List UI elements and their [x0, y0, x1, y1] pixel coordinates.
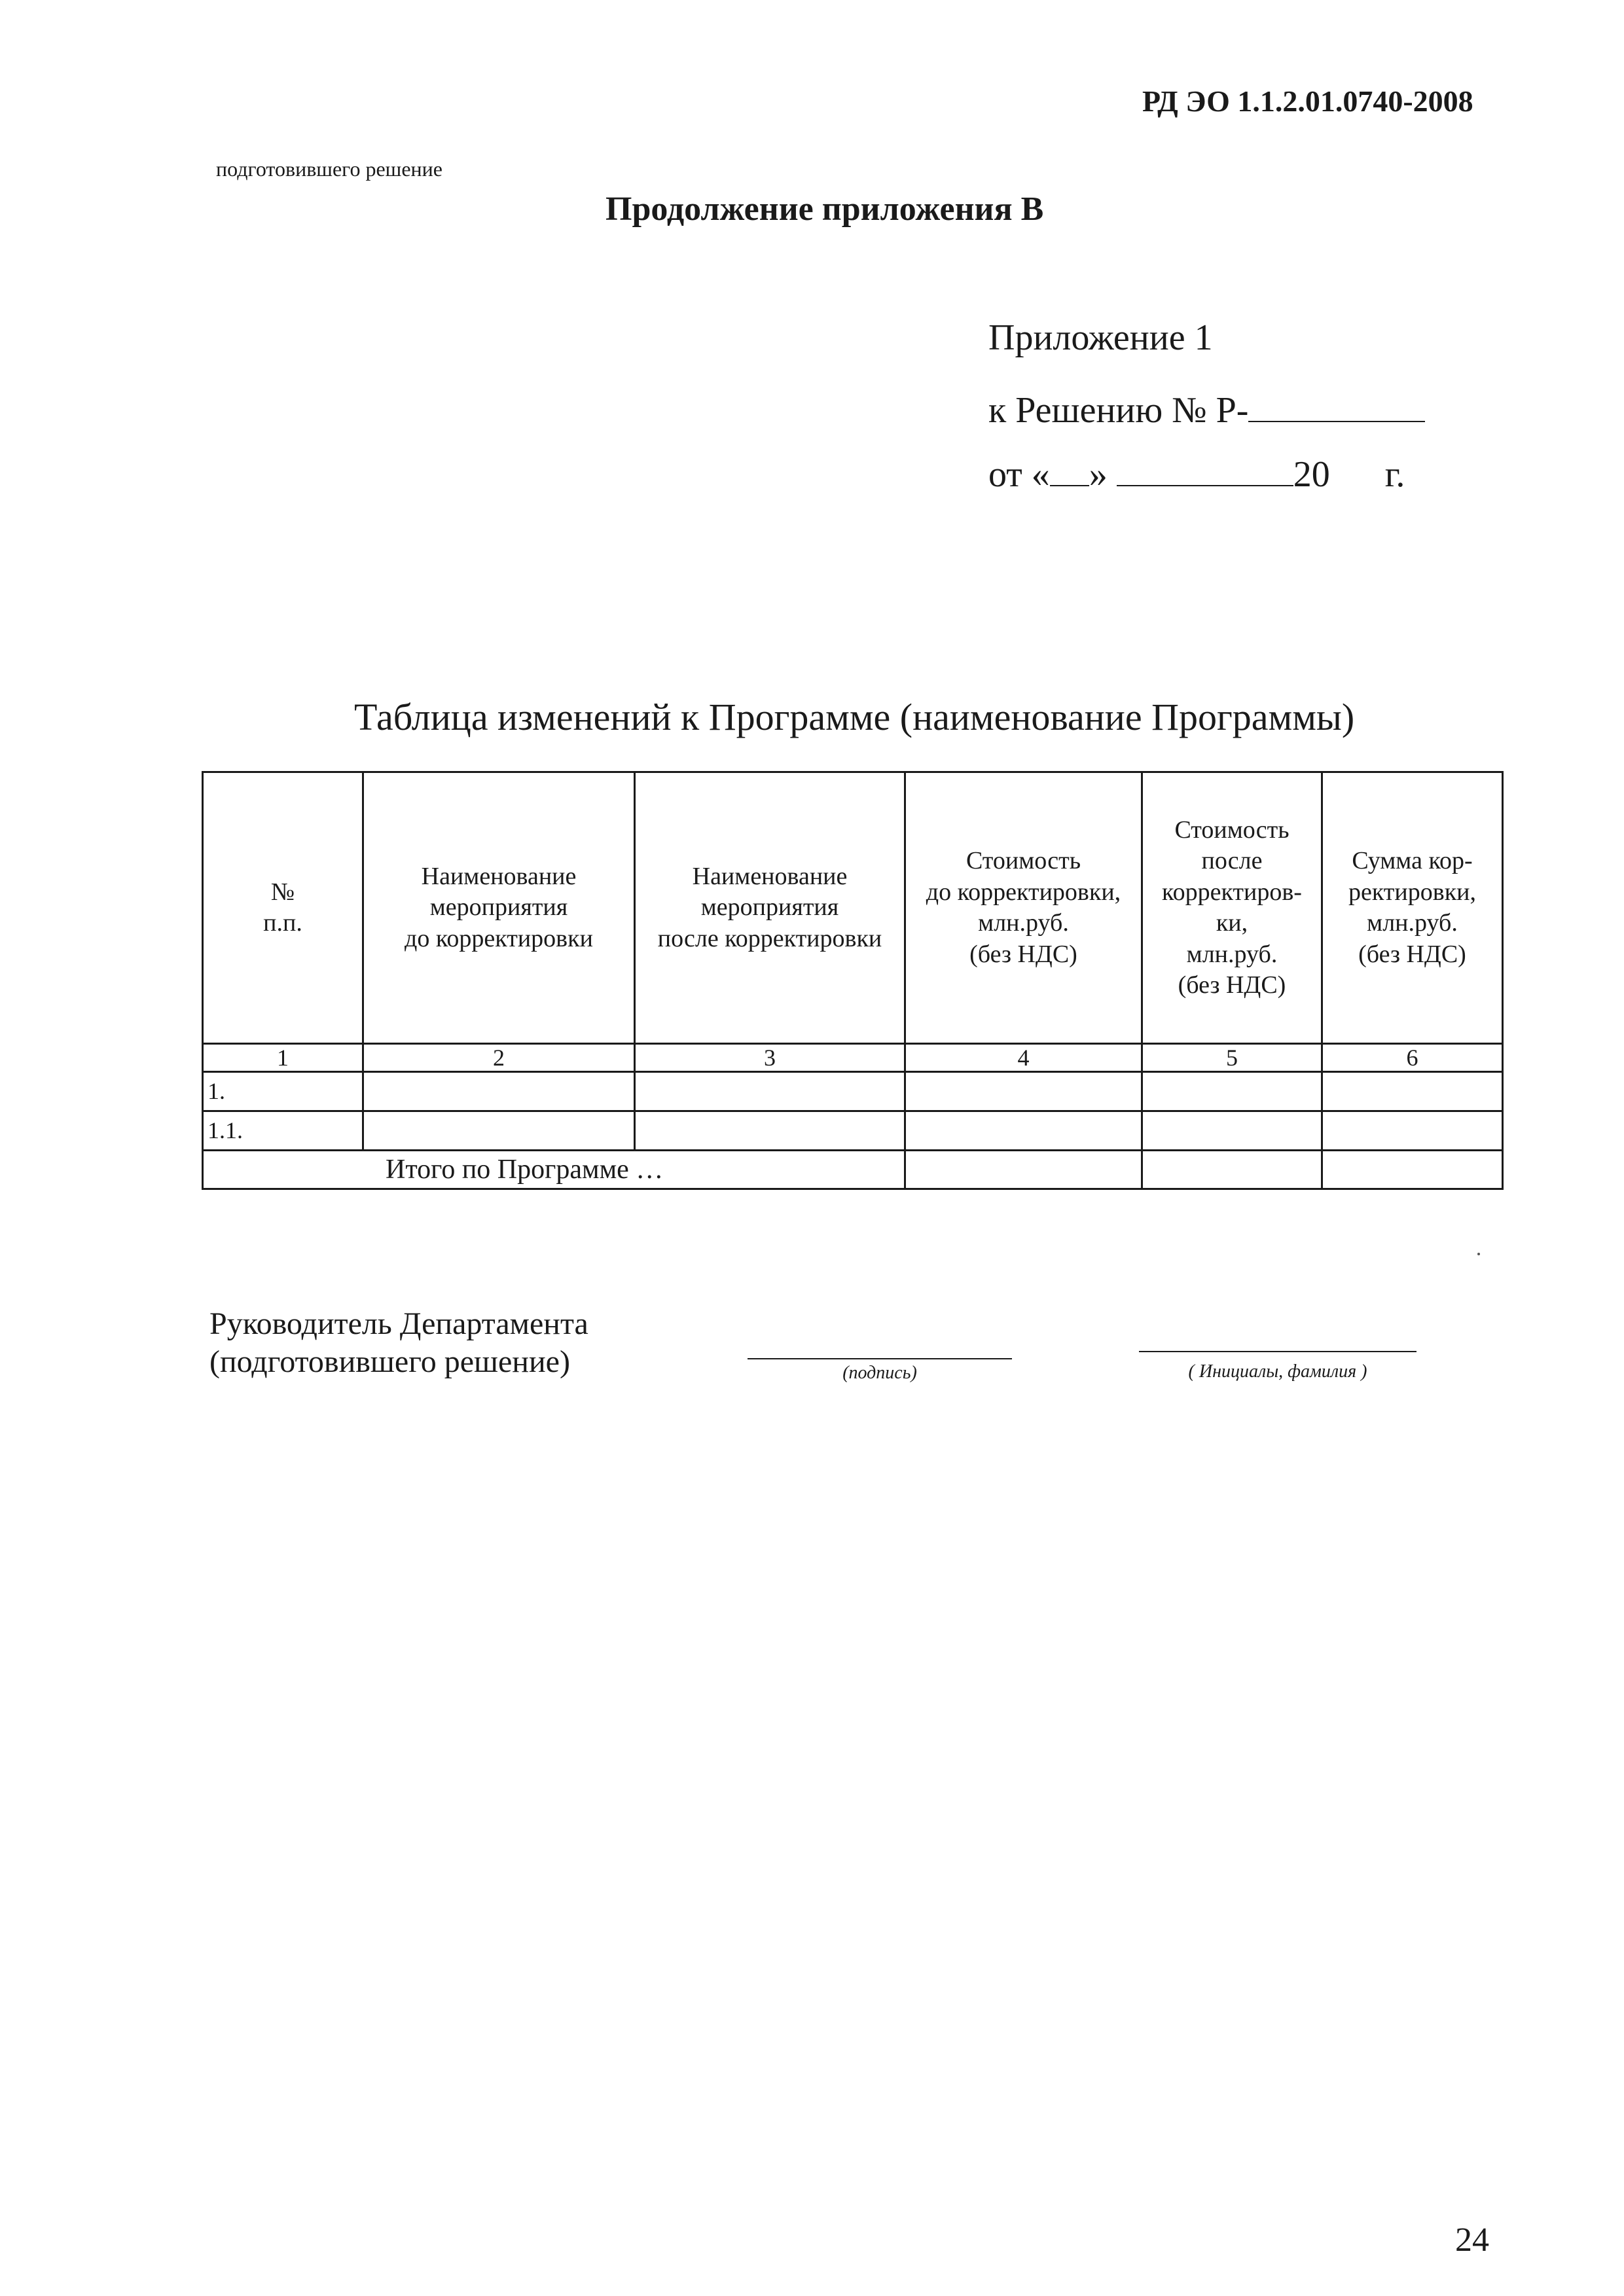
table-title: Таблица изменений к Программе (наименование Программы) [354, 696, 1355, 738]
date-mid: » [1089, 454, 1108, 495]
date-prefix: от « [988, 454, 1050, 495]
stray-fragment-text: подготовившего решение [216, 157, 442, 181]
cell-empty [363, 1111, 635, 1151]
cell-empty [1142, 1111, 1322, 1151]
col-number-4: 4 [905, 1044, 1142, 1072]
cell-empty [905, 1072, 1142, 1111]
col-header-cost-after: Стоимость после корректиров- ки, млн.руб. (без НДС) [1142, 772, 1322, 1044]
table-header-row [203, 772, 1503, 1044]
cell-empty [905, 1111, 1142, 1151]
document-code: РД ЭО 1.1.2.01.0740-2008 [1142, 84, 1473, 118]
col-header-name-after: Наименование мероприятия после корректировки [635, 772, 905, 1044]
col-number-1: 1 [203, 1044, 363, 1072]
table-row [203, 1072, 1503, 1111]
col-header-cost-before: Стоимость до корректировки, млн.руб. (без НДС) [905, 772, 1142, 1044]
changes-table [202, 771, 1504, 1190]
total-label: Итого по Программе … [203, 1151, 905, 1189]
col-number-3: 3 [635, 1044, 905, 1072]
continuation-title: Продолжение приложения В [605, 190, 1044, 228]
total-row [203, 1151, 1503, 1189]
signatory-department: (подготовившего решение) [209, 1344, 570, 1379]
col-number-2: 2 [363, 1044, 635, 1072]
year-prefix: 20 [1293, 454, 1330, 495]
appendix-label: Приложение 1 [988, 317, 1213, 358]
col-header-name-before: Наименование мероприятия до корректировки [363, 772, 635, 1044]
col-header-number: № п.п. [203, 772, 363, 1044]
signature-line [748, 1358, 1012, 1359]
cell-empty [635, 1072, 905, 1111]
cell-empty [635, 1111, 905, 1151]
cell-empty [905, 1151, 1142, 1189]
cell-empty [1322, 1111, 1503, 1151]
cell-empty [1142, 1072, 1322, 1111]
year-suffix: г. [1384, 454, 1405, 495]
row-number: 1.1. [203, 1111, 363, 1151]
signatory-label [209, 1305, 588, 1381]
cell-empty [1322, 1151, 1503, 1189]
row-number: 1. [203, 1072, 363, 1111]
month-blank [1117, 454, 1293, 486]
name-line [1139, 1351, 1416, 1352]
scan-speck [1477, 1253, 1480, 1255]
decision-number-prefix: к Решению № Р- [988, 390, 1249, 431]
table-row [203, 1111, 1503, 1151]
column-number-row [203, 1044, 1503, 1072]
col-header-correction-sum: Сумма кор- ректировки, млн.руб. (без НДС) [1322, 772, 1503, 1044]
decision-date-line [988, 454, 1405, 493]
cell-empty [1142, 1151, 1322, 1189]
decision-number-blank [1248, 389, 1425, 422]
day-blank [1050, 454, 1089, 486]
name-caption: ( Инициалы, фамилия ) [1188, 1361, 1367, 1382]
cell-empty [363, 1072, 635, 1111]
col-number-5: 5 [1142, 1044, 1322, 1072]
signature-caption: (подпись) [842, 1363, 917, 1383]
decision-number-line [988, 389, 1425, 429]
cell-empty [1322, 1072, 1503, 1111]
signatory-title: Руководитель Департамента [209, 1306, 588, 1341]
page-number: 24 [1455, 2221, 1489, 2259]
col-number-6: 6 [1322, 1044, 1503, 1072]
